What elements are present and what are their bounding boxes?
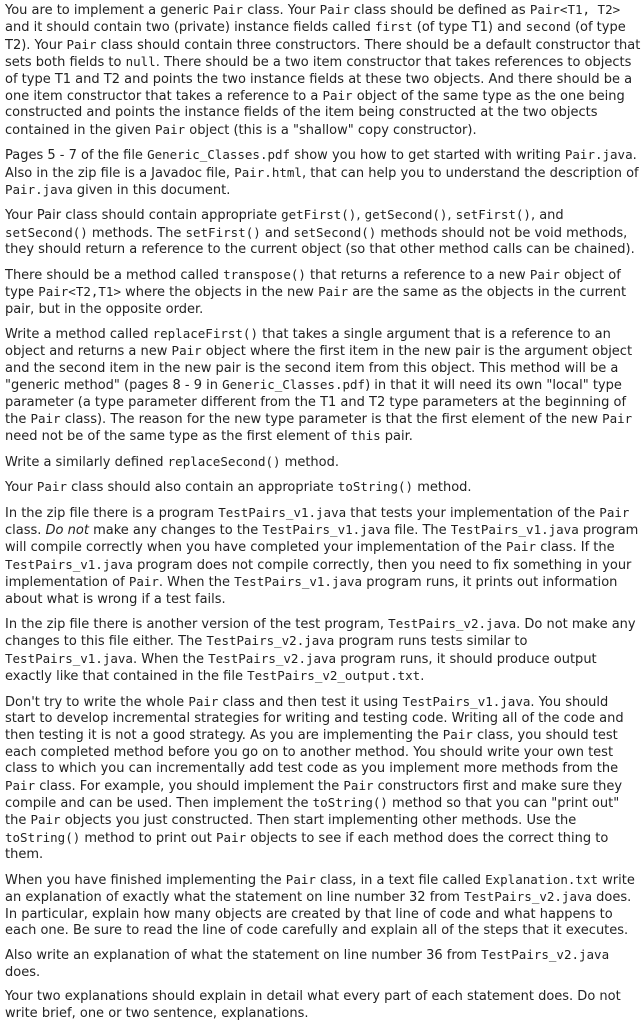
inline-code: Pair [322, 88, 353, 104]
text-run: ) in that it will need its own "local" type parameter (a type parameter different from the T1 and T2 type parameters at the beginning of the [5, 378, 627, 427]
text-run: need not be of the same type as the first element of [5, 429, 351, 445]
text-run: class should also contain an appropriate [67, 480, 338, 496]
paragraph-3 [5, 207, 642, 258]
text-run: program runs tests similar to [334, 634, 528, 650]
inline-code: toString() [5, 829, 81, 845]
inline-code: TestPairs_v1.java [234, 574, 363, 590]
text-run: class should contain three constructors. There should be a default constructor that sets both fields to [5, 37, 641, 71]
text-run: Your two explanations should explain in detail what every part of each statement does. Do not write brief, one or two sentence, explanations. [5, 989, 621, 1021]
emphasis-text: Do not [45, 522, 89, 538]
inline-code: Pair [505, 539, 537, 555]
inline-code: TestPairs_v1.java [450, 521, 579, 537]
inline-code: Pair [529, 266, 560, 282]
text-run: program runs, it should produce output exactly like that contained in the file [5, 651, 597, 685]
inline-code: this [350, 428, 381, 444]
inline-code: getFirst() [281, 207, 357, 223]
text-run: object (this is a "shallow" copy constructor). [185, 122, 477, 138]
inline-code: Pair [319, 2, 350, 17]
text-run: class. Your [243, 3, 320, 18]
inline-code: Pair [5, 777, 36, 793]
text-run: does. In particular, explain how many objects are created by that line of code and what happens to each one. Be sure to read the line of code carefully and explain all of the steps that it executes. [5, 890, 632, 938]
inline-code: setFirst() [455, 207, 531, 223]
text-run: that returns a reference to a new [305, 267, 530, 283]
text-run: given in this document. [72, 183, 231, 199]
paragraph-9 [5, 616, 642, 686]
inline-code: Pair.java [5, 182, 73, 198]
text-run: class, you should test each completed method before you go on to another method. You should write your own test class to which you can incrementally add test code as you implement more methods from the [5, 728, 619, 777]
inline-code: TestPairs_v2.java [208, 650, 337, 666]
paragraph-8 [5, 505, 642, 608]
inline-code: replaceFirst() [152, 325, 258, 341]
text-run: method. [413, 480, 472, 496]
text-run: When you have finished implementing the [5, 872, 286, 888]
inline-code: Pair [66, 36, 97, 52]
inline-code: TestPairs_v2.java [464, 889, 593, 905]
text-run: There should be a method called [5, 267, 224, 283]
text-run: . You should start to develop incremental strategies for writing and testing code. Writing all of the code and then testing it is not a good strategy. As you are implementing the [5, 694, 624, 744]
text-run: class, in a text file called [315, 872, 486, 888]
text-run: object where the first item in the new pair is the argument object and the second item in the new pair is the second item from this object. This method will be a "generic method" (pages 8 - 9 in [5, 344, 633, 394]
text-run: class). The reason for the new type parameter is that the first element of the new [60, 411, 603, 427]
text-run: Don't try to write the whole [5, 694, 189, 710]
text-run: . [420, 669, 425, 685]
inline-code: Pair [212, 2, 244, 17]
inline-code: Pair [285, 871, 316, 887]
paragraph-6 [5, 454, 642, 471]
text-run: are the same as the objects in the current pair, but in the opposite order. [5, 285, 627, 317]
inline-code: TestPairs_v1.java [262, 521, 391, 537]
text-run: class. [5, 522, 46, 538]
text-run: , [356, 208, 365, 224]
inline-code: null [125, 54, 156, 70]
inline-code: toString() [337, 479, 414, 495]
text-run: (of type T2). Your [5, 20, 626, 53]
text-run: and it should contain two (private) instance fields called [5, 20, 375, 36]
inline-code: TestPairs_v1.java [5, 556, 133, 572]
text-run: (of type T1) and [412, 20, 526, 36]
inline-code: Pair [343, 777, 374, 793]
inline-code: setSecond() [293, 224, 377, 240]
text-run: does. [5, 964, 41, 980]
text-run: objects you just constructed. Then start implementing other methods. Use the [60, 813, 577, 829]
inline-code: setSecond() [5, 224, 88, 240]
paragraph-10 [5, 694, 642, 864]
text-run: method. [280, 454, 339, 470]
text-run: class and then test it using [218, 694, 403, 710]
inline-code: Pair [30, 812, 61, 828]
inline-code: Explanation.txt [485, 871, 598, 887]
inline-code: Pair [188, 693, 219, 709]
text-run: pair. [380, 429, 413, 445]
inline-code: transpose() [223, 266, 306, 282]
text-run: Your [5, 480, 37, 496]
text-run: methods should not be void methods, they should return a reference to the current object (so that other method calls can be chained). [5, 225, 635, 258]
text-run: where the objects in the new [120, 285, 319, 301]
text-run: Pages 5 - 7 of the file [5, 148, 148, 164]
text-run: . Also in the zip file is a Javadoc file, [5, 148, 637, 181]
paragraph-4 [5, 267, 642, 318]
text-run: Your Pair class should contain appropriate [5, 208, 282, 224]
text-run: . When the [158, 575, 235, 591]
inline-code: Pair [216, 829, 247, 845]
text-run: and [260, 225, 294, 241]
inline-code: setFirst() [185, 224, 261, 240]
inline-code: Pair [30, 410, 61, 426]
text-run: make any changes to the [88, 522, 263, 538]
text-run: Write a method called [5, 326, 153, 342]
inline-code: replaceSecond() [167, 453, 281, 469]
inline-code: TestPairs_v2.java [206, 633, 335, 649]
inline-code: Pair<T1, T2> [529, 2, 621, 17]
text-run: object of the same type as the one being constructed and points the instance fields of the item being constructed at the two objects contained in the given [5, 89, 625, 138]
text-run: class should be defined as [349, 3, 530, 18]
inline-code: Generic_Classes.pdf [147, 147, 291, 163]
text-run: . When the [132, 651, 209, 667]
inline-code: Pair [171, 343, 202, 359]
paragraph-5 [5, 326, 642, 446]
inline-code: second [525, 19, 571, 35]
inline-code: TestPairs_v1.java [218, 504, 347, 520]
text-run: methods. The [87, 225, 186, 241]
paragraph-12 [5, 947, 642, 981]
text-run: In the zip file there is a program [5, 505, 219, 521]
text-run: file. The [390, 522, 451, 538]
text-run: Write a similarly defined [5, 454, 168, 470]
inline-code: TestPairs_v2.java [388, 616, 517, 631]
text-run: objects to see if each method does the correct thing to them. [5, 830, 609, 863]
text-run: that takes a single argument that is a reference to an object and returns a new [5, 326, 611, 360]
text-run: class. If the [536, 540, 615, 556]
text-run: show you how to get started with writing [290, 148, 565, 164]
text-run: program will compile correctly when you have completed your implementation of the [5, 522, 639, 556]
inline-code: Pair [36, 479, 67, 495]
text-run: program does not compile correctly, then you need to fix something in your implementation of [5, 557, 632, 591]
text-run: method so that you can "print out" the [5, 796, 620, 829]
text-run: In the zip file there is another version of the test program, [5, 617, 389, 632]
inline-code: Pair.java [564, 147, 633, 163]
text-run: method to print out [80, 830, 217, 846]
text-run: program runs, it prints out information about what is wrong if a test fails. [5, 575, 618, 607]
paragraph-11 [5, 872, 642, 940]
paragraph-7 [5, 479, 642, 496]
inline-code: Pair [155, 121, 186, 137]
inline-code: getSecond() [364, 207, 448, 223]
text-run: You are to implement a generic [5, 3, 213, 18]
inline-code: Pair.html [234, 164, 302, 180]
inline-code: TestPairs_v2.java [481, 947, 610, 963]
inline-code: TestPairs_v2_output.txt [247, 668, 421, 684]
inline-code: TestPairs_v1.java [5, 650, 133, 666]
text-run: , that can help you to understand the description of [301, 165, 639, 181]
text-run: write an explanation of exactly what the statement on line number 32 from [5, 872, 635, 906]
text-run: object of type [5, 267, 621, 301]
text-run: , and [530, 208, 564, 224]
inline-code: Pair [602, 410, 633, 426]
text-run: that tests your implementation of the [346, 505, 600, 521]
inline-code: Pair [128, 574, 159, 590]
paragraph-13 [5, 989, 642, 1022]
text-run: . There should be a two item constructor that takes references to objects of type T1 and T2 and points the two instance fields at these two objects. And there should be a one item constructor that takes a reference to a [5, 55, 633, 105]
inline-code: toString() [312, 795, 388, 811]
inline-code: Pair<T2,T1> [38, 284, 121, 300]
text-run: . Do not make any changes to this file either. The [5, 617, 636, 650]
inline-code: first [374, 19, 413, 35]
inline-code: TestPairs_v1.java [402, 693, 531, 709]
paragraph-2 [5, 147, 642, 199]
inline-code: Generic_Classes.pdf [222, 377, 366, 393]
text-run: Also write an explanation of what the statement on line number 36 from [5, 948, 482, 964]
text-run: , [447, 208, 456, 224]
text-run: class. For example, you should implement the [35, 778, 344, 794]
paragraph-1 [5, 2, 642, 139]
inline-code: Pair [318, 284, 349, 300]
inline-code: Pair [599, 504, 630, 520]
text-run: constructors first and make sure they compile and can be used. Then implement the [5, 778, 623, 812]
inline-code: Pair [442, 727, 473, 743]
